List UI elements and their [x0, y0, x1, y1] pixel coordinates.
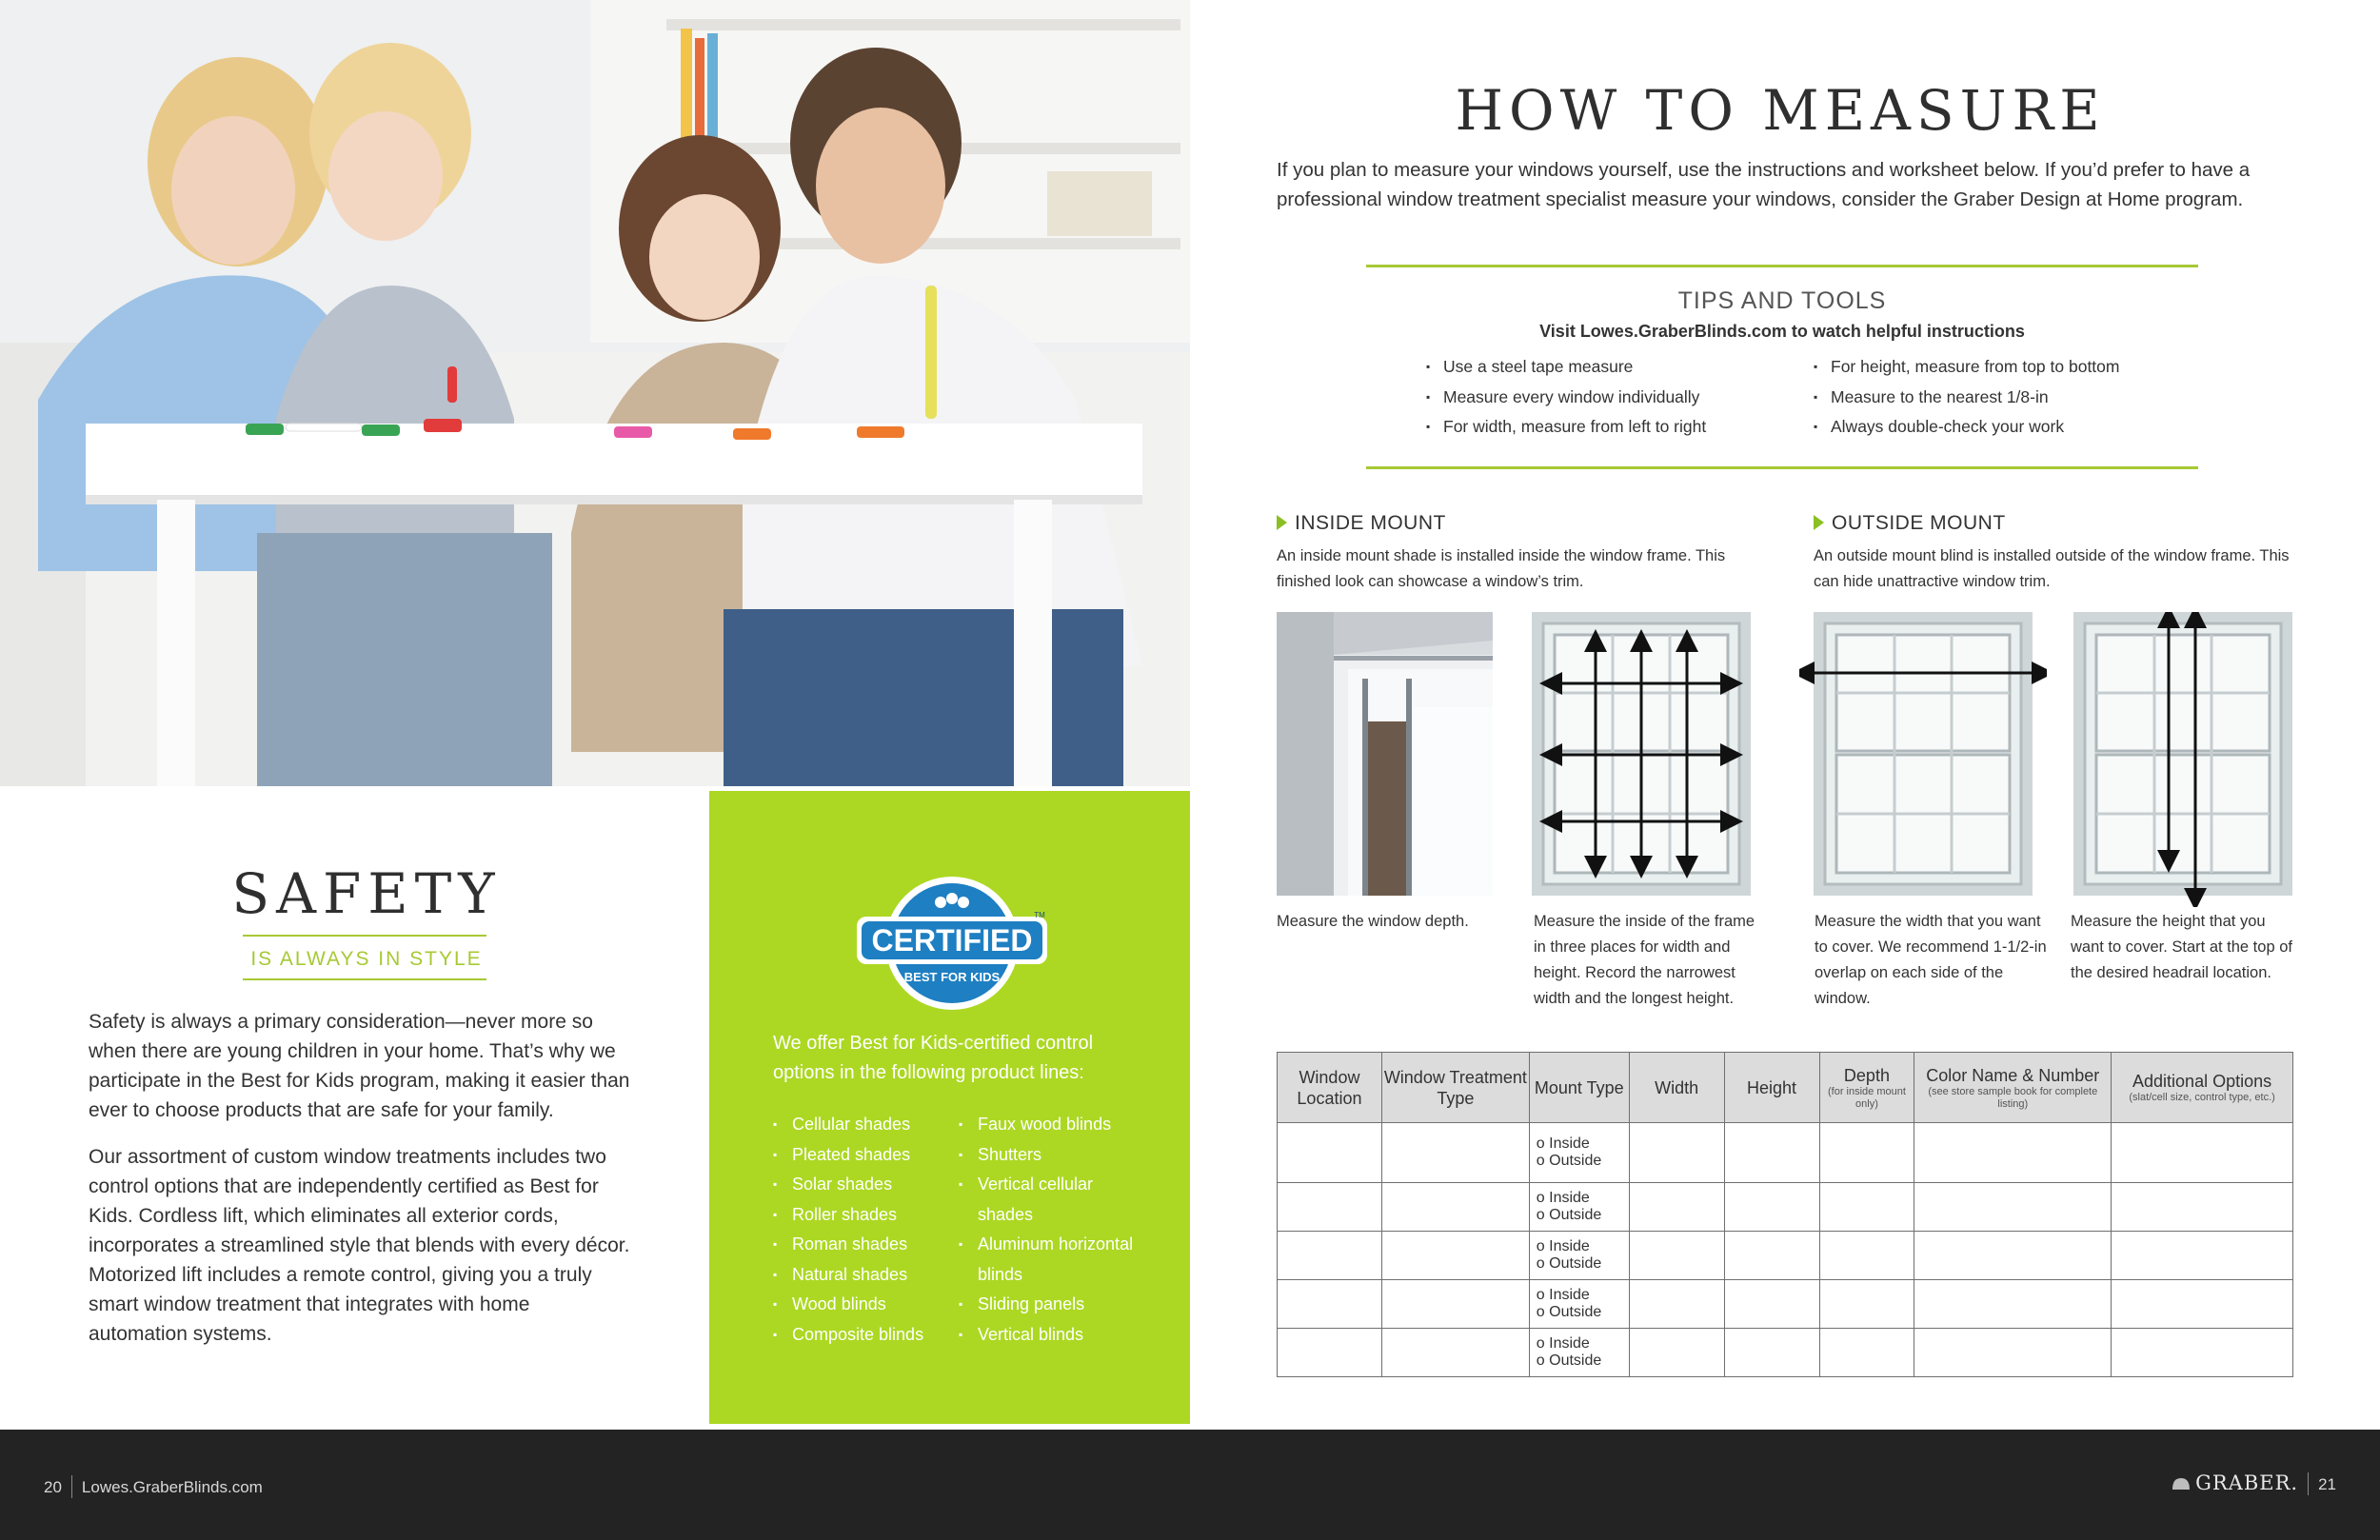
table-cell[interactable] [1278, 1329, 1382, 1377]
list-item: ▪ For width, measure from left to right [1426, 412, 1807, 443]
mount-option-outside[interactable]: o Outside [1537, 1153, 1629, 1170]
table-cell[interactable] [1724, 1123, 1819, 1183]
table-cell[interactable] [1629, 1329, 1724, 1377]
mount-option-outside[interactable]: o Outside [1537, 1207, 1629, 1224]
table-cell[interactable] [1629, 1123, 1724, 1183]
column-header [1529, 1053, 1629, 1123]
table-cell[interactable] [1914, 1280, 2112, 1329]
how-to-measure-title: HOW TO MEASURE [1455, 78, 2106, 143]
table-cell[interactable] [2112, 1123, 2293, 1183]
page-footer [0, 1430, 2380, 1540]
play-triangle-icon [1814, 515, 1824, 530]
family-photo [0, 0, 1190, 786]
badge-tm-text: TM [1034, 911, 1045, 919]
mount-type-cell[interactable] [1529, 1123, 1629, 1183]
table-row [1278, 1183, 2293, 1232]
safety-paragraph: Our assortment of custom window treatments includes two control options that are independently certified as Best for Kids. Cordless lift, which eliminates all exterior cords, incorporates a streamlined style that blends with every décor. Motorized lift includes a remote control, giving you a truly smart window treatment that integrates with home automation systems. [89, 1146, 630, 1345]
table-cell[interactable] [1381, 1183, 1529, 1232]
mount-option-outside[interactable]: o Outside [1537, 1352, 1629, 1370]
column-header-note: (for inside mount only) [1827, 1085, 1906, 1110]
list-item: ▪ Always double-check your work [1814, 412, 2194, 443]
inside-measure-diagram [1532, 612, 1751, 896]
safety-rule-bottom [243, 978, 486, 980]
column-header [1381, 1053, 1529, 1123]
column-header-label: Mount Type [1534, 1077, 1624, 1097]
column-header-note: (see store sample book for complete listing) [1928, 1085, 2098, 1110]
caption-outside-width: Measure the width that you want to cover. We recommend 1-1/2-in overlap on each side of the window. [1815, 913, 2047, 1007]
product-line-list-2 [959, 1110, 1149, 1350]
table-cell[interactable] [1278, 1183, 1382, 1232]
measurement-worksheet [1277, 1052, 2293, 1377]
how-to-measure-intro: If you plan to measure your windows yourself, use the instructions and worksheet below. If you’d prefer to have a professional window treatment specialist measure your windows, consider the Graber Design at Home program. [1277, 159, 2251, 210]
table-cell[interactable] [1819, 1329, 1914, 1377]
worksheet-header-row [1278, 1053, 2293, 1123]
table-cell[interactable] [1914, 1183, 2112, 1232]
table-cell[interactable] [1914, 1329, 2112, 1377]
table-cell[interactable] [1278, 1280, 1382, 1329]
list-item: ▪ Cellular shades [773, 1110, 963, 1140]
list-item: ▪ Solar shades [773, 1170, 963, 1200]
certified-intro: We offer Best for Kids-certified control options in the following product lines: [773, 1033, 1094, 1083]
mount-option-inside[interactable]: o Inside [1537, 1287, 1629, 1304]
tips-list-2 [1814, 352, 2194, 443]
table-cell[interactable] [1724, 1280, 1819, 1329]
column-header-label: Width [1655, 1077, 1699, 1097]
table-cell[interactable] [1724, 1183, 1819, 1232]
best-for-kids-panel [709, 791, 1190, 1424]
list-item: ▪ Measure every window individually [1426, 383, 1807, 413]
outside-mount-heading [1814, 512, 2006, 535]
tips-visit-link[interactable]: Visit Lowes.GraberBlinds.com to watch helpful instructions [1539, 322, 2025, 341]
table-cell[interactable] [2112, 1232, 2293, 1280]
table-cell[interactable] [1724, 1232, 1819, 1280]
certified-badge [857, 872, 1047, 1015]
list-item: ▪ Vertical blinds [959, 1320, 1149, 1351]
page-number-left: 20 [44, 1478, 62, 1496]
list-item: ▪ Measure to the nearest 1/8-in [1814, 383, 2194, 413]
mount-option-inside[interactable]: o Inside [1537, 1190, 1629, 1207]
table-cell[interactable] [1914, 1232, 2112, 1280]
list-item: ▪ Use a steel tape measure [1426, 352, 1807, 383]
safety-subtitle: IS ALWAYS IN STYLE [250, 948, 483, 970]
table-row [1278, 1280, 2293, 1329]
table-cell[interactable] [1278, 1123, 1382, 1183]
list-item: ▪ Pleated shades [773, 1140, 963, 1171]
footer-left [44, 1475, 263, 1498]
safety-rule-top [243, 935, 486, 937]
list-item: ▪ Aluminum horizontal blinds [959, 1230, 1149, 1290]
inside-mount-heading [1277, 512, 1446, 535]
mount-type-cell[interactable] [1529, 1280, 1629, 1329]
list-item: ▪ Composite blinds [773, 1320, 963, 1351]
safety-title: SAFETY [231, 861, 502, 926]
outside-mount-label: OUTSIDE MOUNT [1832, 512, 2006, 534]
family-illustration [0, 0, 1190, 786]
table-cell[interactable] [1819, 1232, 1914, 1280]
table-row [1278, 1232, 2293, 1280]
window-depth-image [1277, 612, 1493, 896]
table-cell[interactable] [1819, 1183, 1914, 1232]
table-cell[interactable] [2112, 1183, 2293, 1232]
mount-option-inside[interactable]: o Inside [1537, 1238, 1629, 1255]
column-header [1914, 1053, 2112, 1123]
table-cell[interactable] [1278, 1232, 1382, 1280]
column-header-label: Height [1747, 1077, 1797, 1097]
column-header-label: Color Name & Number [1926, 1065, 2100, 1085]
column-header-note: (slat/cell size, control type, etc.) [2129, 1092, 2275, 1103]
table-cell[interactable] [1381, 1329, 1529, 1377]
caption-window-depth: Measure the window depth. [1277, 913, 1469, 930]
footer-right [2172, 1471, 2336, 1495]
list-item: ▪ Natural shades [773, 1260, 963, 1291]
column-header [1629, 1053, 1724, 1123]
column-header [1724, 1053, 1819, 1123]
column-header [2112, 1053, 2293, 1123]
tips-title: TIPS AND TOOLS [1677, 287, 1887, 314]
column-header-label: Window Location [1297, 1067, 1362, 1108]
column-header [1278, 1053, 1382, 1123]
tips-rule-top [1366, 265, 2198, 267]
outside-height-diagram [2073, 612, 2292, 907]
mount-type-cell[interactable] [1529, 1183, 1629, 1232]
caption-outside-height: Measure the height that you want to cover. Start at the top of the desired headrail location. [2071, 913, 2292, 981]
badge-certified-text: CERTIFIED [871, 923, 1033, 958]
inside-mount-label: INSIDE MOUNT [1295, 512, 1446, 534]
list-item: ▪ Sliding panels [959, 1290, 1149, 1320]
table-cell[interactable] [1819, 1280, 1914, 1329]
table-cell[interactable] [2112, 1329, 2293, 1377]
list-item: ▪ Wood blinds [773, 1290, 963, 1320]
table-row [1278, 1329, 2293, 1377]
list-item: ▪ Roman shades [773, 1230, 963, 1260]
column-header-label: Window Treatment Type [1383, 1067, 1527, 1108]
table-cell[interactable] [1381, 1123, 1529, 1183]
outside-width-diagram [1799, 612, 2047, 896]
table-cell[interactable] [1629, 1232, 1724, 1280]
table-cell[interactable] [1381, 1232, 1529, 1280]
tips-rule-bottom [1366, 466, 2198, 469]
column-header [1819, 1053, 1914, 1123]
graber-logo-icon [2172, 1477, 2191, 1491]
column-header-label: Depth [1843, 1065, 1890, 1085]
table-cell[interactable] [2112, 1280, 2293, 1329]
table-cell[interactable] [1819, 1123, 1914, 1183]
list-item: ▪ Vertical cellular shades [959, 1170, 1149, 1230]
badge-best-for-kids-text: BEST FOR KIDS [903, 970, 1001, 984]
column-header-label: Additional Options [2132, 1072, 2272, 1091]
inside-mount-desc: An inside mount shade is installed inside the window frame. This finished look can showcase a window’s trim. [1277, 547, 1726, 590]
footer-divider [2308, 1472, 2309, 1495]
list-item: ▪ Shutters [959, 1140, 1149, 1171]
play-triangle-icon [1277, 515, 1287, 530]
mount-option-outside[interactable]: o Outside [1537, 1304, 1629, 1321]
mount-type-cell[interactable] [1529, 1232, 1629, 1280]
table-cell[interactable] [1381, 1280, 1529, 1329]
graber-logo-text: GRABER. [2195, 1471, 2299, 1494]
page-number-right: 21 [2318, 1475, 2336, 1493]
footer-site-link[interactable]: Lowes.GraberBlinds.com [81, 1478, 263, 1496]
mount-option-inside[interactable]: o Inside [1537, 1135, 1629, 1153]
list-item: ▪ Roller shades [773, 1200, 963, 1231]
list-item: ▪ Faux wood blinds [959, 1110, 1149, 1140]
outside-mount-desc: An outside mount blind is installed outside of the window frame. This can hide unattractive window trim. [1814, 547, 2290, 590]
safety-body [89, 1007, 631, 1366]
product-line-list-1 [773, 1110, 963, 1350]
caption-inside-measure: Measure the inside of the frame in three places for width and height. Record the narrowest width and the longest height. [1534, 913, 1755, 1007]
table-cell[interactable] [1629, 1183, 1724, 1232]
footer-divider [71, 1475, 72, 1498]
tips-list-1 [1426, 352, 1807, 443]
table-cell[interactable] [1724, 1329, 1819, 1377]
safety-paragraph: Safety is always a primary consideration—never more so when there are young children in your home. That’s why we participate in the Best for Kids program, making it easier than ever to choose products that are safe for your family. [89, 1011, 630, 1121]
table-cell[interactable] [1629, 1280, 1724, 1329]
mount-option-outside[interactable]: o Outside [1537, 1255, 1629, 1273]
list-item: ▪ For height, measure from top to bottom [1814, 352, 2194, 383]
mount-option-inside[interactable]: o Inside [1537, 1335, 1629, 1352]
table-cell[interactable] [1914, 1123, 2112, 1183]
mount-type-cell[interactable] [1529, 1329, 1629, 1377]
table-row [1278, 1123, 2293, 1183]
